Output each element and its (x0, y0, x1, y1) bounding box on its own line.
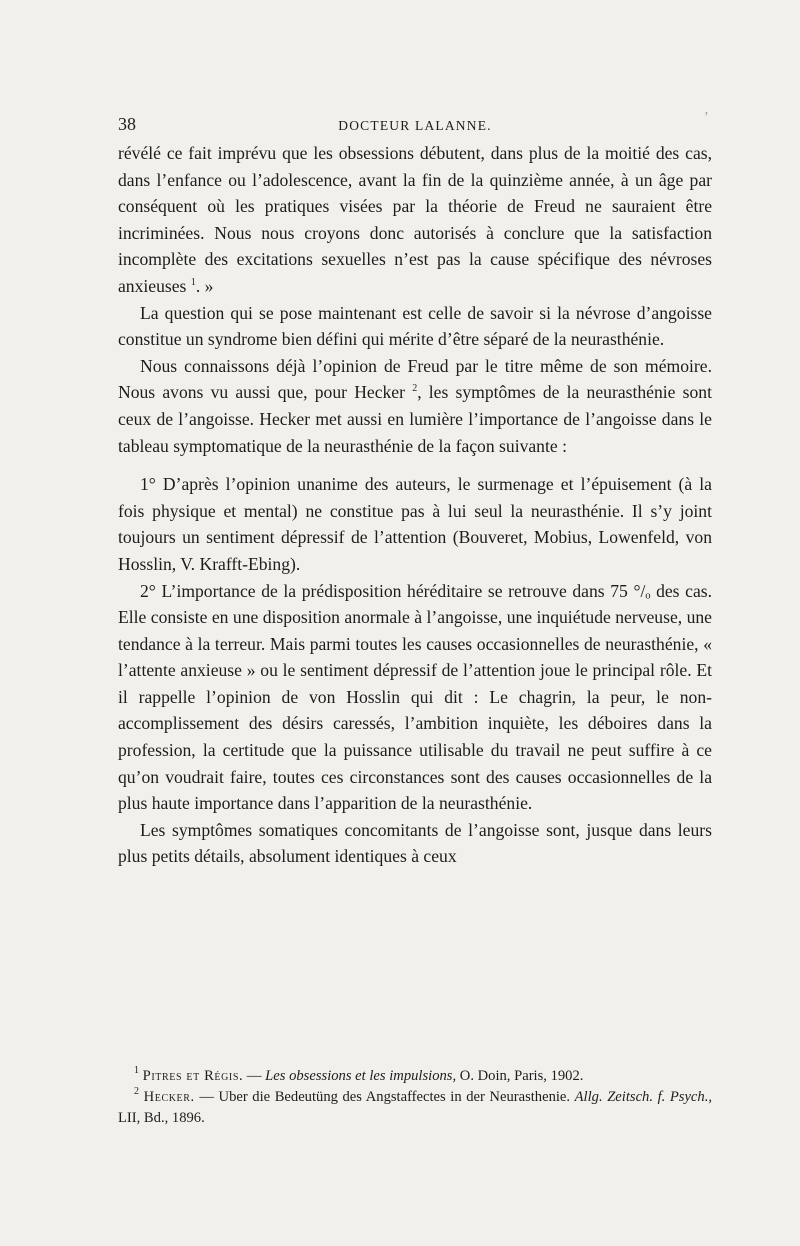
paragraph-2: La question qui se pose maintenant est celle de savoir si la névrose d’angoisse constitue un syndrome bien défini qui mérite d’être séparé de la neurasthénie. (118, 302, 712, 350)
footnote-ref-2[interactable]: 2 (412, 383, 418, 395)
footnotes (118, 1066, 712, 1129)
page-number: 38 (118, 114, 136, 134)
body-text (118, 140, 712, 870)
numbered-point-1: 1° D’après l’opinion unanime des auteurs, le surmenage et l’épuisement (à la fois physique et mental) ne constitue pas à lui seul la neurasthénie. Il s’y joint toujours un sentiment dépressif de l’attention (Bouveret, Mobius, Lowenfeld, von Hosslin, V. Krafft-Ebing). (118, 474, 712, 574)
running-title: DOCTEUR LALANNE. (338, 118, 492, 133)
numbered-point-2: 2° L’importance de la prédisposition héréditaire se retrouve dans 75 °/ₒ des cas. Elle consiste en une disposition anormale à l’angoisse, une inquiétude nerveuse, une tendance à la terreur. Mais parmi toutes les causes occasionnelles de neurasthénie, « l’attente anxieuse » ou le sentiment dépressif de l’attention joue le principal rôle. Et il rappelle l’opinion de von Hosslin qui dit : Le chagrin, la peur, le non-accomplissement des désirs caressés, l’ambition inquiète, les déboires dans la profession, la certitude que la puissance utilisable du travail ne peut suffire à ce qu’on voudrait faire, toutes ces circonstances sont des causes occasionnelles de la plus haute importance dans l’apparition de la neurasthénie. (118, 580, 712, 814)
paragraph-1: révélé ce fait imprévu que les obsessions débutent, dans plus de la moitié des cas, dans l’enfance ou l’adolescence, avant la fin de la quinzième année, à un âge par conséquent où les pratiques visées par la théorie de Freud ne sauraient être incriminées. Nous nous croyons donc autorisés à conclure que la satisfaction incomplète des excitations sexuelles n’est pas la cause spécifique des névroses anxieuses $^1$. » (118, 143, 712, 296)
running-head (118, 112, 712, 140)
paragraph-3: Nous connaissons déjà l’opinion de Freud par le titre même de son mémoire. Nous avons vu aussi que, pour Hecker $^2$, les symptômes de la neurasthénie sont ceux de l’angoisse. Hecker met aussi en lumière l’importance de l’angoisse dans le tableau symptomatique de la neurasthénie de la façon suivante : (118, 355, 712, 456)
paragraph-6: Les symptômes somatiques concomitants de l’angoisse sont, jusque dans leurs plus petits détails, absolument identiques à ceux (118, 819, 712, 867)
book-page (118, 112, 712, 870)
footnote-2: $^2$ Hecker. — Uber die Bedeutüng des Angstaffectes in der Neurasthenie. Allg. Zeitsch. f. Psych., LII, Bd., 1896. (118, 1086, 713, 1126)
footnote-ref-1[interactable]: 1 (190, 276, 196, 288)
stray-mark: ʼ (704, 110, 709, 125)
footnote-1: $^1$ Pitres et Régis. — Les obsessions et les impulsions, O. Doin, Paris, 1902. (134, 1065, 584, 1084)
